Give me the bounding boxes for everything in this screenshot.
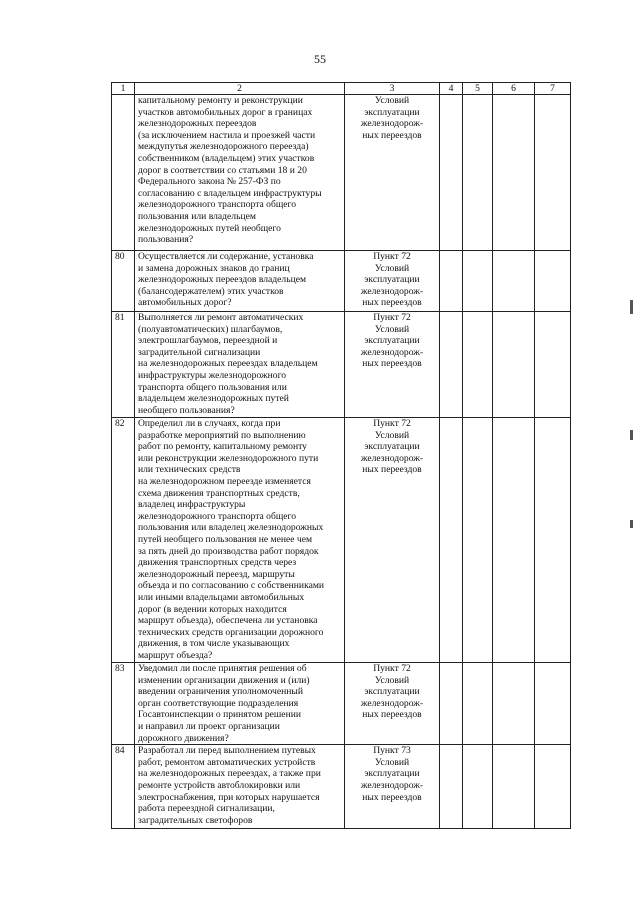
question-text: Осуществляется ли содержание, установка и замена дорожных знаков до границ железнодорожных переездов владельцем (балансодержателем) этих участков автомобильных дорог? bbox=[135, 251, 345, 312]
empty-cell bbox=[493, 95, 535, 251]
empty-cell bbox=[440, 95, 463, 251]
legal-reference: Пункт 73 Условий эксплуатации железнодорож- ных переездов bbox=[345, 745, 440, 829]
table-header-row bbox=[112, 83, 571, 95]
empty-cell bbox=[440, 418, 463, 663]
empty-cell bbox=[493, 745, 535, 829]
column-header: 5 bbox=[463, 83, 493, 95]
row-number: 82 bbox=[112, 418, 135, 663]
row-number: 80 bbox=[112, 251, 135, 312]
question-text: Разработал ли перед выполнением путевых работ, ремонтом автоматических устройств на железнодорожных переездах, а также при ремонте устройств автоблокировки или электроснабжения, при которых нарушается работа переездной сигнализации, заградительных светофоров bbox=[135, 745, 345, 829]
empty-cell bbox=[535, 251, 571, 312]
empty-cell bbox=[440, 251, 463, 312]
empty-cell bbox=[440, 312, 463, 418]
column-header: 3 bbox=[345, 83, 440, 95]
scan-edge-mark bbox=[630, 300, 633, 314]
empty-cell bbox=[493, 251, 535, 312]
empty-cell bbox=[463, 418, 493, 663]
empty-cell bbox=[463, 745, 493, 829]
checklist-table bbox=[111, 82, 571, 829]
column-header: 1 bbox=[112, 83, 135, 95]
legal-reference: Условий эксплуатации железнодорож- ных переездов bbox=[345, 95, 440, 251]
empty-cell bbox=[463, 663, 493, 745]
empty-cell bbox=[440, 663, 463, 745]
table-row bbox=[112, 312, 571, 418]
row-number: 81 bbox=[112, 312, 135, 418]
scan-edge-mark bbox=[630, 520, 633, 528]
empty-cell bbox=[463, 251, 493, 312]
empty-cell bbox=[463, 312, 493, 418]
scan-edge-mark bbox=[630, 430, 633, 440]
legal-reference: Пункт 72 Условий эксплуатации железнодорож- ных переездов bbox=[345, 663, 440, 745]
row-number: 83 bbox=[112, 663, 135, 745]
empty-cell bbox=[440, 745, 463, 829]
column-header: 2 bbox=[135, 83, 345, 95]
empty-cell bbox=[535, 418, 571, 663]
table-row bbox=[112, 95, 571, 251]
legal-reference: Пункт 72 Условий эксплуатации железнодорож- ных переездов bbox=[345, 418, 440, 663]
empty-cell bbox=[535, 663, 571, 745]
row-number: 84 bbox=[112, 745, 135, 829]
question-text: Выполняется ли ремонт автоматических (полуавтоматических) шлагбаумов, электрошлагбаумов, переездной и заградительной сигнализации на железнодорожных переездах владельцем инфраструктуры железнодорожного транспорта общего пользования или владельцем железнодорожных путей необщего пользования? bbox=[135, 312, 345, 418]
table-row bbox=[112, 745, 571, 829]
legal-reference: Пункт 72 Условий эксплуатации железнодорож- ных переездов bbox=[345, 251, 440, 312]
table-row bbox=[112, 663, 571, 745]
empty-cell bbox=[535, 312, 571, 418]
empty-cell bbox=[493, 312, 535, 418]
legal-reference: Пункт 72 Условий эксплуатации железнодорож- ных переездов bbox=[345, 312, 440, 418]
empty-cell bbox=[493, 418, 535, 663]
question-text: Определил ли в случаях, когда при разработке мероприятий по выполнению работ по ремонту, капитальному ремонту или реконструкции железнодорожного пути или технических средств на железнодорожном переезде изменяется схема движения транспортных средств, владелец инфраструктуры железнодорожного транспорта общего пользования или владелец железнодорожных путей необщего пользования не менее чем за пять дней до производства работ порядок движения транспортных средств через железнодорожный переезд, маршруты объезда и по согласованию с собственниками или иными владельцами автомобильных дорог (в ведении которых находится маршрут объезда), обеспечена ли установка технических средств организации дорожного движения, в том числе указывающих маршрут объезда? bbox=[135, 418, 345, 663]
column-header: 7 bbox=[535, 83, 571, 95]
table-row bbox=[112, 418, 571, 663]
empty-cell bbox=[535, 95, 571, 251]
empty-cell bbox=[535, 745, 571, 829]
question-text: капитальному ремонту и реконструкции участков автомобильных дорог в границах железнодорожных переездов (за исключением настила и проезжей части междупутья железнодорожного переезда) собственником (владельцем) этих участков дорог в соответствии со статьями 18 и 20 Федерального закона № 257-ФЗ по согласованию с владельцем инфраструктуры железнодорожного транспорта общего пользования или владельцем железнодорожных путей необщего пользования? bbox=[135, 95, 345, 251]
question-text: Уведомил ли после принятия решения об изменении организации движения и (или) введении ограничения уполномоченный орган соответствующие подразделения Госавтоинспекции о принятом решении и направил ли проект организации дорожного движения? bbox=[135, 663, 345, 745]
page-number: 55 bbox=[314, 52, 326, 66]
empty-cell bbox=[463, 95, 493, 251]
table-row bbox=[112, 251, 571, 312]
column-header: 6 bbox=[493, 83, 535, 95]
row-number bbox=[112, 95, 135, 251]
column-header: 4 bbox=[440, 83, 463, 95]
empty-cell bbox=[493, 663, 535, 745]
